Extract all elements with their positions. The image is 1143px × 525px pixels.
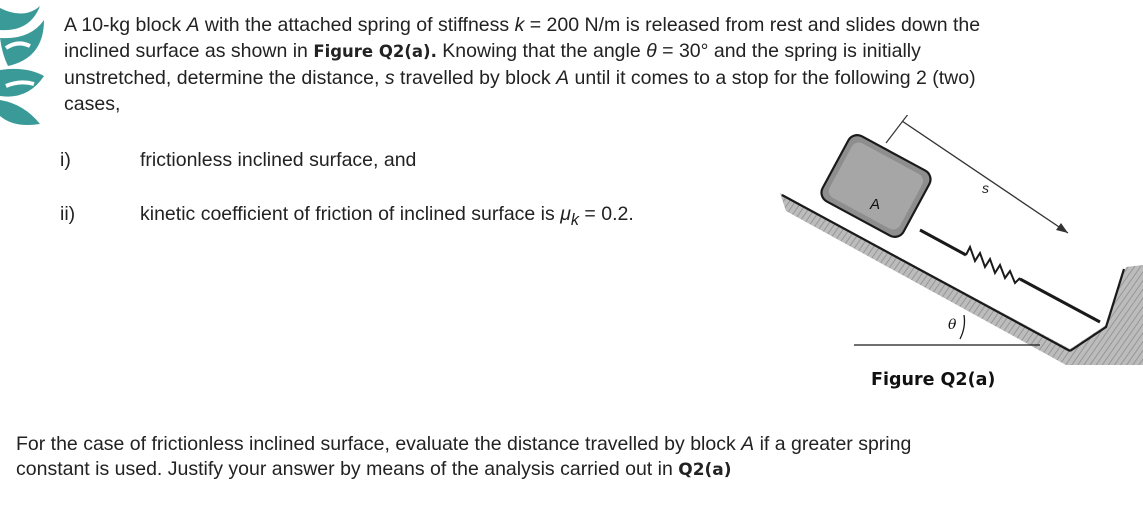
block-symbol: A: [556, 67, 570, 89]
question-paragraph: A 10-kg block A with the attached spring of stiffness k = 200 N/m is released from rest and slides down the inclined surface as shown in Figure Q2(a). Knowing that the angle θ = 30° and the spring is initially unstretched, determine the distance, s travelled by block A until it comes to a stop for the following 2 (two) cases,: [64, 14, 981, 115]
case-text: kinetic coefficient of friction of inclined surface is $\mu_k = 0.2$.: [140, 203, 634, 229]
distance-label: s: [982, 180, 989, 196]
part2-paragraph: For the case of frictionless inclined surface, evaluate the distance travelled by block A if a greater spring constant is used. Justify your answer by means of the analysis carried out in Q2(a): [16, 433, 912, 480]
teal-leaf-pattern-icon: [0, 0, 48, 140]
angle-label: θ: [948, 317, 957, 333]
angle-symbol: θ: [646, 40, 657, 62]
block-symbol: A: [741, 433, 755, 455]
incline-surface: [782, 195, 1070, 351]
figure-reference: Figure Q2(a).: [313, 42, 437, 61]
distance-symbol: s: [384, 67, 395, 89]
block-label: A: [870, 196, 881, 213]
block-symbol: A: [186, 14, 200, 36]
spring: [966, 247, 1020, 283]
case-text: frictionless inclined surface, and: [140, 149, 417, 171]
case-number: i): [60, 149, 71, 171]
incline-diagram: [770, 115, 1143, 375]
figure-caption: Figure Q2(a): [871, 370, 996, 390]
stiffness-symbol: k: [514, 14, 525, 36]
case-number: ii): [60, 203, 76, 225]
question-reference: Q2(a): [678, 460, 732, 480]
